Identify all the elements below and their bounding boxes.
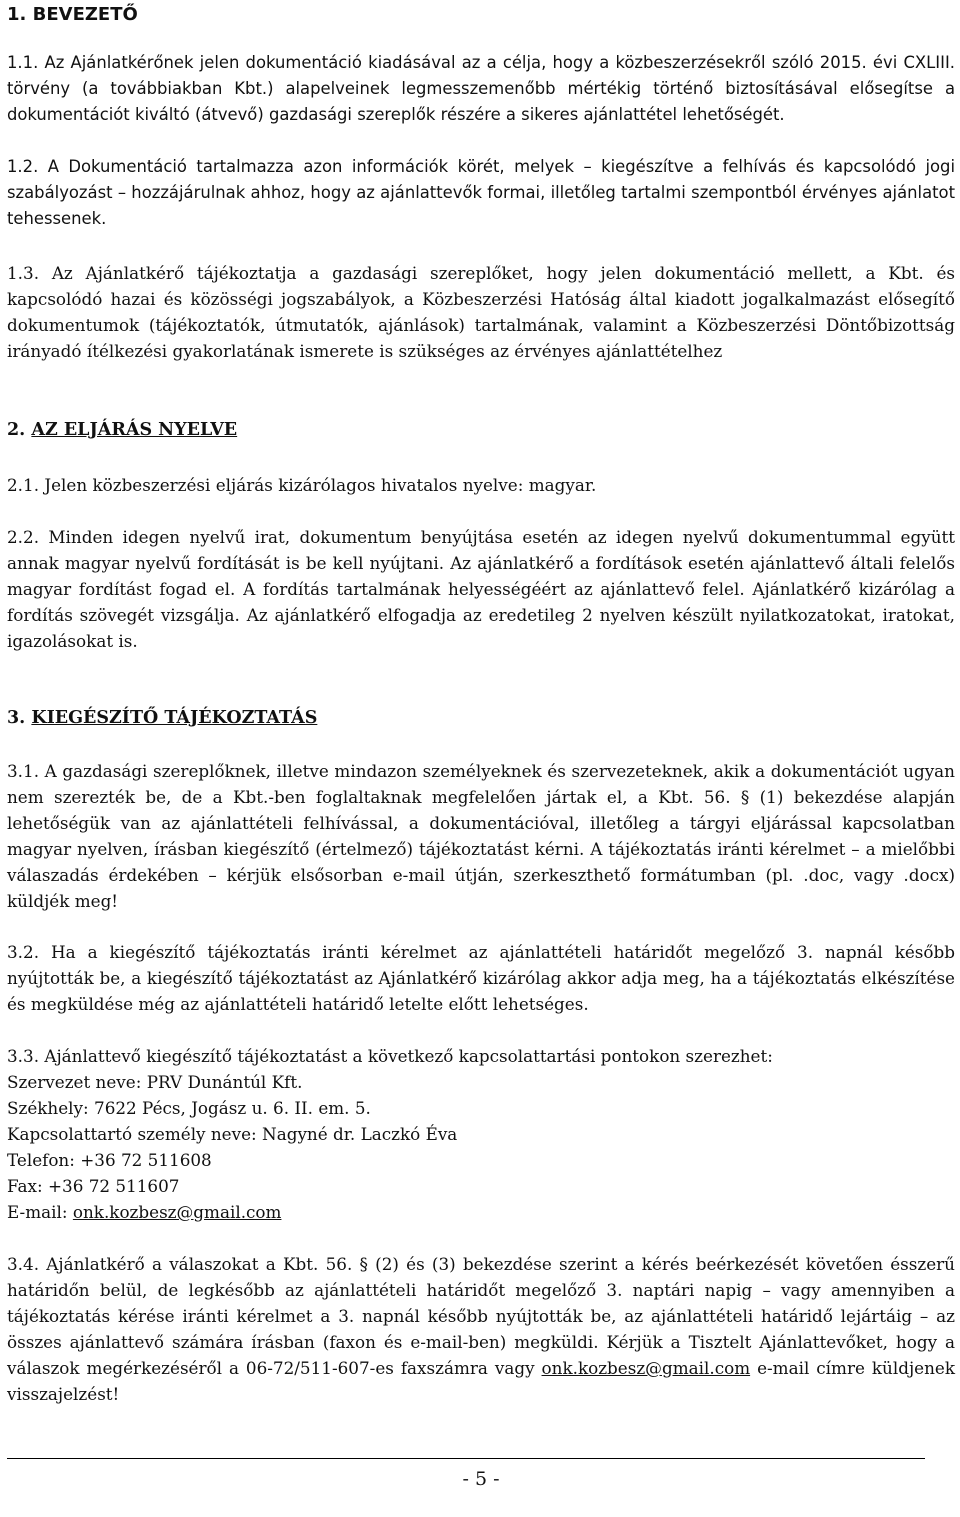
footer-divider bbox=[7, 1458, 925, 1459]
paragraph-3-4-email-link[interactable]: onk.kozbesz@gmail.com bbox=[541, 1358, 751, 1378]
phone-number: Telefon: +36 72 511608 bbox=[7, 1150, 212, 1170]
paragraph-3-3-intro: 3.3. Ajánlattevő kiegészítő tájékoztatást a következő kapcsolattartási pontokon szerezhet: bbox=[7, 1046, 773, 1066]
email-label: E-mail: bbox=[7, 1202, 73, 1222]
paragraph-2-2: 2.2. Minden idegen nyelvű irat, dokumentum benyújtása esetén az idegen nyelvű dokumentummal együtt annak magyar nyelvű fordítását is be kell nyújtani. Az ajánlatkérő a fordítások esetén ajánlattevő általi felelős magyar fordítást fogad el. A fordítás tartalmának helyességéért az ajánlattevő felel. Ajánlatkérő kizárólag a fordítás szövegét vizsgálja. Az ajánlatkérő elfogadja az eredetileg 2 nyelven készült nyilatkozatokat, iratokat, igazolásokat is. bbox=[7, 527, 955, 651]
organization-name: Szervezet neve: PRV Dunántúl Kft. bbox=[7, 1072, 303, 1092]
document-page bbox=[7, 0, 955, 1517]
section-2-title: AZ ELJÁRÁS NYELVE bbox=[31, 420, 238, 440]
contact-block bbox=[7, 1043, 955, 1225]
section-2-heading bbox=[7, 417, 955, 443]
section-2-number: 2. bbox=[7, 420, 32, 440]
paragraph-3-4-text-a: 3.4. Ajánlatkérő a válaszokat a Kbt. 56. § (2) és (3) bekezdése szerint a kérés beérkezését követően ésszerű határidőn belül, de legkésőbb az ajánlattételi határidőt megelőző 3. naptári napig – vagy amennyiben a tájékoztatás kérése iránti kérelmet a 3. napnál később nyújtották be, az ajánlattételi határidő lejártáig – az összes ajánlattevő számára írásban (faxon és e-mail-ben) megküldi. Kérjük a Tisztelt Ajánlattevőket, hogy a válaszok megérkezéséről a 06-72/511-607-es faxszámra vagy bbox=[7, 1254, 955, 1378]
page-number: - 5 - bbox=[462, 1468, 500, 1490]
paragraph-3-4 bbox=[7, 1251, 955, 1407]
section-3-heading bbox=[7, 705, 955, 731]
paragraph-1-2: 1.2. A Dokumentáció tartalmazza azon információk körét, melyek – kiegészítve a felhívás és kapcsolódó jogi szabályozást – hozzájárulnak ahhoz, hogy az ajánlattevők formai, illetőleg tartalmi szempontból érvényes ajánlatot tehessenek. bbox=[7, 157, 955, 228]
section-1-heading: 1. BEVEZETŐ bbox=[7, 4, 138, 25]
paragraph-2-1: 2.1. Jelen közbeszerzési eljárás kizárólagos hivatalos nyelve: magyar. bbox=[7, 475, 597, 495]
section-3-number: 3. bbox=[7, 708, 32, 728]
contact-person: Kapcsolattartó személy neve: Nagyné dr. Laczkó Éva bbox=[7, 1124, 458, 1144]
email-link[interactable]: onk.kozbesz@gmail.com bbox=[72, 1202, 282, 1222]
paragraph-3-2: 3.2. Ha a kiegészítő tájékoztatás iránti kérelmet az ajánlattételi határidőt megelőző 3. napnál később nyújtották be, a kiegészítő tájékoztatást az Ajánlatkérő kizárólag akkor adja meg, ha a tájékoztatás elkészítése és megküldése még az ajánlattételi határidő letelte előtt lehetséges. bbox=[7, 942, 955, 1014]
section-3-title: KIEGÉSZÍTŐ TÁJÉKOZTATÁS bbox=[31, 708, 318, 728]
paragraph-3-1: 3.1. A gazdasági szereplőknek, illetve mindazon személyeknek és szervezeteknek, akik a dokumentációt ugyan nem szerezték be, de a Kbt.-ben foglaltaknak megfelelően jártak el, a Kbt. 56. § (1) bekezdése alapján lehetőségük van az ajánlattételi felhívással, a dokumentációval, illetőleg a tárgyi eljárással kapcsolatban magyar nyelven, írásban kiegészítő (értelmező) tájékoztatást kérni. A tájékoztatás iránti kérelmet – a mielőbbi válaszadás érdekében – kérjük elsősorban e-mail útján, szerkeszthető formátumban (pl. .doc, vagy .docx) küldjék meg! bbox=[7, 761, 955, 911]
email-line bbox=[7, 1199, 955, 1225]
paragraph-1-3: 1.3. Az Ajánlatkérő tájékoztatja a gazdasági szereplőket, hogy jelen dokumentáció mellett, a Kbt. és kapcsolódó hazai és közösségi jogszabályok, a Közbeszerzési Hatóság által kiadott jogalkalmazást elősegítő dokumentumok (tájékoztatók, útmutatók, ajánlások) tartalmának, valamint a Közbeszerzési Döntőbizottság irányadó ítélkezési gyakorlatának ismerete is szükséges az érvényes ajánlattételhez bbox=[7, 263, 955, 361]
headquarters: Székhely: 7622 Pécs, Jogász u. 6. II. em. 5. bbox=[7, 1098, 371, 1118]
paragraph-1-1: 1.1. Az Ajánlatkérőnek jelen dokumentáció kiadásával az a célja, hogy a közbeszerzésekről szóló 2015. évi CXLIII. törvény (a továbbiakban Kbt.) alapelveinek legmesszemenőbb mértékig történő biztosításával elősegítse a dokumentációt kiváltó (átvevő) gazdasági szereplők részére a sikeres ajánlattétel lehetőségét. bbox=[7, 53, 955, 124]
fax-number: Fax: +36 72 511607 bbox=[7, 1176, 180, 1196]
paragraph-3-4-text-b: e-mail címre küldjenek visszajelzést! bbox=[7, 1358, 955, 1404]
